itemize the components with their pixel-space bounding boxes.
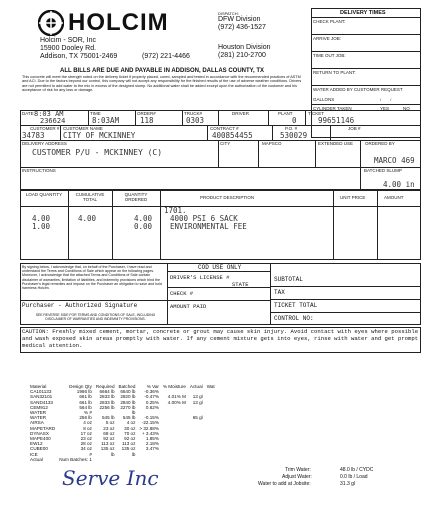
customer-no-label: CUSTOMER #	[30, 126, 60, 131]
see-reverse-text: SEE REVERSE SIDE FOR TERMS AND CONDITIONS OF SALE, INCLUDING DISCLAIMER OF WARRANTIES AND INDEMNITY PROVISIONS.	[35, 313, 156, 321]
delivery-label: DELIVERY ADDRESS	[22, 141, 67, 146]
water-added-label: WATER ADDED BY CUSTOMER REQUEST	[313, 87, 403, 92]
batch-cell: Actual	[30, 456, 43, 462]
batch-cell: -0.36%	[144, 389, 159, 395]
ticket-value: 99651146	[318, 116, 355, 125]
gallons-label: GALLONS	[313, 97, 335, 102]
truck-value: 0303	[186, 116, 205, 125]
batch-cell	[161, 457, 188, 462]
cod-title: COD USE ONLY	[198, 264, 242, 271]
batch-cell: 0.25%	[145, 399, 159, 405]
date-num-value: 236624	[40, 117, 66, 125]
batch-cell: lb	[131, 410, 136, 416]
batch-cell: 23 oz	[103, 425, 115, 431]
batch-cell	[188, 457, 205, 462]
instructions-label: INSTRUCTIONS	[22, 168, 56, 173]
delivery-value: CUSTOMER P/U - MCKINNEY (C)	[32, 148, 163, 157]
ordered-by-value: MARCO 469	[374, 156, 415, 165]
batch-col-design-qty: Design Qty	[69, 384, 92, 389]
batch-cell: 4.01% M	[167, 394, 186, 400]
batch-cell: 564 lb	[79, 404, 92, 410]
delivery-times-title: DELIVERY TIMES	[340, 10, 386, 16]
batch-cell: 92 oz	[124, 436, 136, 442]
dispatch-phone: (972) 436-1527	[218, 24, 266, 31]
division-phone: (281) 210-2700	[218, 52, 266, 59]
batch-cell: 3.47%	[145, 446, 159, 452]
batch-col-batched: Batched	[118, 384, 136, 389]
batch-cell: 135 oz	[100, 446, 115, 452]
water-jobsite-label: Water to add at Jobsite:	[258, 481, 311, 487]
time-out-job-label: TIME OUT JOB:	[313, 53, 346, 58]
company-brand: HOLCIM	[68, 9, 169, 36]
purchaser-signature-label: Purchaser - Authorized Signature	[22, 302, 138, 309]
return-plant-label: RETURN TO PLANT:	[313, 70, 356, 75]
mapsco-label: MAPSCO	[262, 141, 282, 146]
batch-cell: SAND4133	[30, 399, 53, 405]
batch-cell: 1.85%	[145, 436, 159, 442]
company-address1: 15900 Dooley Rd.	[40, 45, 97, 52]
order-label: ORDER#	[137, 111, 156, 116]
city-label: CITY	[220, 141, 231, 146]
dispatch-name: DFW Division	[218, 16, 261, 23]
batch-cell: 545 lb	[102, 415, 115, 421]
batch-cell: 2840 lb	[120, 399, 136, 405]
contract-label: CONTRACT #	[210, 126, 239, 131]
batch-table	[28, 384, 217, 462]
batch-row	[28, 457, 217, 462]
job-label: JOB #	[348, 126, 361, 131]
batch-cell: 5 oz	[105, 420, 115, 426]
batch-cell: MAPE400	[30, 436, 51, 442]
batch-col-material: Material	[30, 384, 47, 389]
batch-cell: Num Batches: 1	[59, 456, 92, 462]
cylinder-taken-label: CYLINDER TAKEN	[313, 106, 352, 111]
notice-text: This concrete will meet the strength noted on the delivery ticket if properly placed, cured, sampled and tested in accordance with the recommended practices of ASTM and ACI. Due to the factors beyond our control, this company will not accept any responsibility for the finished results of the use of adverse weather conditions. Drivers are not permitted to add water to the mix in excess of the designed slump. No additional water shall be added except upon the authorization of the customer and his acceptance of risk for any loss or damage.	[22, 75, 302, 93]
customer-no-value: 34783	[22, 131, 45, 140]
batch-cell	[117, 457, 138, 462]
contract-value: 400854455	[212, 131, 253, 140]
customer-name-value: CITY OF MCKINNEY	[63, 131, 136, 140]
ordered-by-label: ORDERED BY	[365, 141, 395, 146]
batch-cell: 545 lb	[122, 415, 136, 421]
drivers-license-label: DRIVER'S LICENSE #	[170, 274, 230, 281]
subtotal-label: SUBTOTAL	[274, 276, 303, 283]
batch-cell: 661 lb	[79, 399, 92, 405]
row2-desc: ENVIRONMENTAL FEE	[170, 222, 247, 231]
batch-cell: AIRSA	[30, 420, 44, 426]
arrive-job-label: ARRIVE JOB:	[313, 36, 342, 41]
slump-value: 4.00 in	[383, 180, 415, 189]
batch-cell: WATER	[30, 415, 47, 421]
batch-cell: 70 oz	[124, 430, 136, 436]
batch-cell: 2270 lb	[120, 404, 136, 410]
batch-cell	[94, 457, 117, 462]
caution-text: CAUTION: Freshly mixed cement, mortar, concrete or grout may cause skin injury. Avoid contact with eyes where possible and wash exposed skin areas promptly with water. If any cement mixture gets into eyes, rinse with water and get prompt medical attention.	[22, 328, 419, 350]
batch-cell: -0.15%	[144, 415, 159, 421]
batch-col-var: % Var	[146, 384, 159, 389]
check-label: CHECK #	[170, 290, 194, 297]
driver-signature: Serve Inc	[62, 466, 159, 490]
batch-cell: 2256 lb	[99, 404, 115, 410]
batch-cell: -0.47%	[144, 394, 159, 400]
plant-value: 0	[292, 116, 297, 125]
batch-cell: 23 oz	[80, 436, 92, 442]
extended-use-label: EXTENDED USE	[318, 141, 354, 146]
company-address2: Addison, TX 75001-2469	[40, 53, 118, 60]
customer-name-label: CUSTOMER NAME	[63, 126, 103, 131]
batch-col-wat: Wat	[206, 384, 215, 389]
batch-cell: 34 oz	[80, 446, 92, 452]
batch-cell: 2820 lb	[120, 394, 136, 400]
batched-slump-label: BATCHED SLUMP	[364, 168, 402, 173]
time-label: TIME	[90, 111, 101, 116]
batch-col-required: Required	[95, 384, 115, 389]
batch-cell: 68 oz	[103, 430, 115, 436]
po-value: 530029	[280, 131, 308, 140]
order-value: 118	[140, 116, 154, 125]
batch-cell: ICE	[30, 451, 38, 457]
batch-cell: 2833 lb	[99, 394, 115, 400]
batch-cell: % #	[83, 410, 92, 416]
batch-cell: 17 oz	[80, 430, 92, 436]
col-amount: AMOUNT	[384, 195, 404, 200]
batch-cell: 135 oz	[121, 446, 136, 452]
holcim-logo-icon	[38, 10, 64, 36]
adjust-water-label: Adjust Water:	[282, 474, 312, 480]
po-label: P.O. #	[285, 126, 298, 131]
batch-cell: > 32.88%	[139, 425, 159, 431]
batch-cell: WATER	[30, 410, 47, 416]
adjust-water-value: 0.0 lb / Load	[340, 474, 368, 480]
col-load-quantity: LOAD QUANTITY	[25, 192, 63, 197]
batch-cell: 4 oz	[83, 420, 92, 426]
check-plant-label: CHECK PLANT:	[313, 19, 346, 24]
batch-cell: CA101133	[30, 389, 52, 395]
batch-cell: 30 oz	[124, 425, 136, 431]
ticket-total-label: TICKET TOTAL	[274, 302, 318, 309]
company-sub: Holcim - SOR, Inc	[40, 37, 97, 44]
row1-cumulative: 4.00	[78, 214, 97, 223]
terms-text: By signing below, I acknowledge that, on behalf of the Purchaser, I have read and understand the Terms and Conditions of Sale which appear on the following pages. Moreover, I acknowledge that the attached Terms and Conditions of Sale contain disclaimer of warranties, limitation of liabilities, and indemnity provisions which bind the Purchaser's legal remedies and impose on the Purchaser an obligation to save and hold harmless Holcim.	[22, 265, 162, 291]
batch-cell: -22.15%	[141, 420, 159, 426]
batch-cell: #	[89, 451, 92, 457]
batch-cell: 2.18%	[145, 441, 159, 447]
batch-cell: CUBE00	[30, 446, 48, 452]
product-code: 1701.	[164, 206, 187, 215]
trim-water-value: 48.0 lb / CYDC	[340, 467, 374, 473]
row1-ordered: 4.00	[134, 214, 153, 223]
dispatch-label: DISPATCH:	[218, 11, 239, 16]
gallons-date-marks: / /	[380, 97, 392, 102]
tax-label: TAX	[274, 289, 285, 296]
water-jobsite-value: 31.3 gl	[340, 481, 356, 487]
truck-label: TRUCK#	[184, 111, 203, 116]
batch-col-actual: Actual	[189, 384, 203, 389]
batch-cell: DYNASX	[30, 430, 49, 436]
control-no-label: CONTROL NO:	[274, 315, 314, 322]
batch-cell: 113 oz	[101, 441, 115, 447]
batch-cell: 256 lb	[79, 415, 92, 421]
batch-cell: + 3.43%	[141, 430, 159, 436]
col-unit-price: UNIT PRICE	[340, 195, 366, 200]
row1-desc: 4000 PSI 6 SACK	[170, 214, 238, 223]
batch-cell	[205, 457, 217, 462]
batch-cell: 13 gl	[192, 399, 203, 405]
batch-cell	[137, 457, 161, 462]
row1-load: 4.00	[32, 214, 51, 223]
date-value: 8:03 AM	[34, 110, 64, 118]
state-label: STATE	[232, 281, 249, 288]
batch-cell: lb	[131, 451, 136, 457]
col-quantity-ordered: QUANTITY ORDERED	[124, 192, 148, 202]
batch-cell: 0.62%	[145, 404, 159, 410]
col-cumulative-total: CUMULATIVE TOTAL	[75, 192, 105, 202]
plant-label: PLANT	[278, 111, 293, 116]
trim-water-label: Trim Water:	[285, 467, 311, 473]
row2-load: 1.00	[32, 222, 51, 231]
batch-cell: CEM912	[30, 404, 48, 410]
batch-cell: 92 oz	[103, 436, 115, 442]
amount-paid-label: AMOUNT PAID	[170, 303, 207, 310]
cylinder-no: NO	[403, 106, 410, 111]
time-value: 8:03AM	[92, 116, 120, 125]
company-phone: (972) 221-4466	[142, 53, 190, 60]
division-name: Houston Division	[218, 44, 271, 51]
batch-cell: 6640 lb	[120, 389, 136, 395]
batch-cell: 28 oz	[80, 441, 92, 447]
col-product-description: PRODUCT DESCRIPTION	[200, 195, 255, 200]
batch-cell: lb	[110, 451, 115, 457]
batch-cell: 4 oz	[126, 420, 136, 426]
notice-title: ALL BILLS ARE DUE AND PAYABLE IN ADDISON, DALLAS COUNTY, TX	[60, 68, 265, 74]
ticket-label: TICKET	[308, 111, 325, 116]
batch-cell: 13 gl	[192, 394, 203, 400]
batch-cell: 661 lb	[79, 394, 92, 400]
batch-cell: 8 oz	[83, 425, 92, 431]
date-label: DATE	[22, 111, 34, 116]
batch-cell: SAN32101	[30, 394, 53, 400]
batch-cell: MAPETARD	[30, 425, 56, 431]
cylinder-yes: YES	[380, 106, 390, 111]
driver-label: DRIVER	[232, 111, 250, 116]
batch-cell: 6664 lb	[99, 389, 115, 395]
batch-cell: 4.00% M	[167, 399, 186, 405]
row2-ordered: 0.00	[134, 222, 153, 231]
batch-cell: 113 oz	[121, 441, 136, 447]
batch-col-moisture: % Moisture	[162, 384, 186, 389]
batch-cell: 1966 lb	[76, 389, 92, 395]
batch-cell: EW12	[30, 441, 43, 447]
batch-cell: 2833 lb	[99, 399, 115, 405]
batch-cell: 65 gl	[192, 415, 203, 421]
